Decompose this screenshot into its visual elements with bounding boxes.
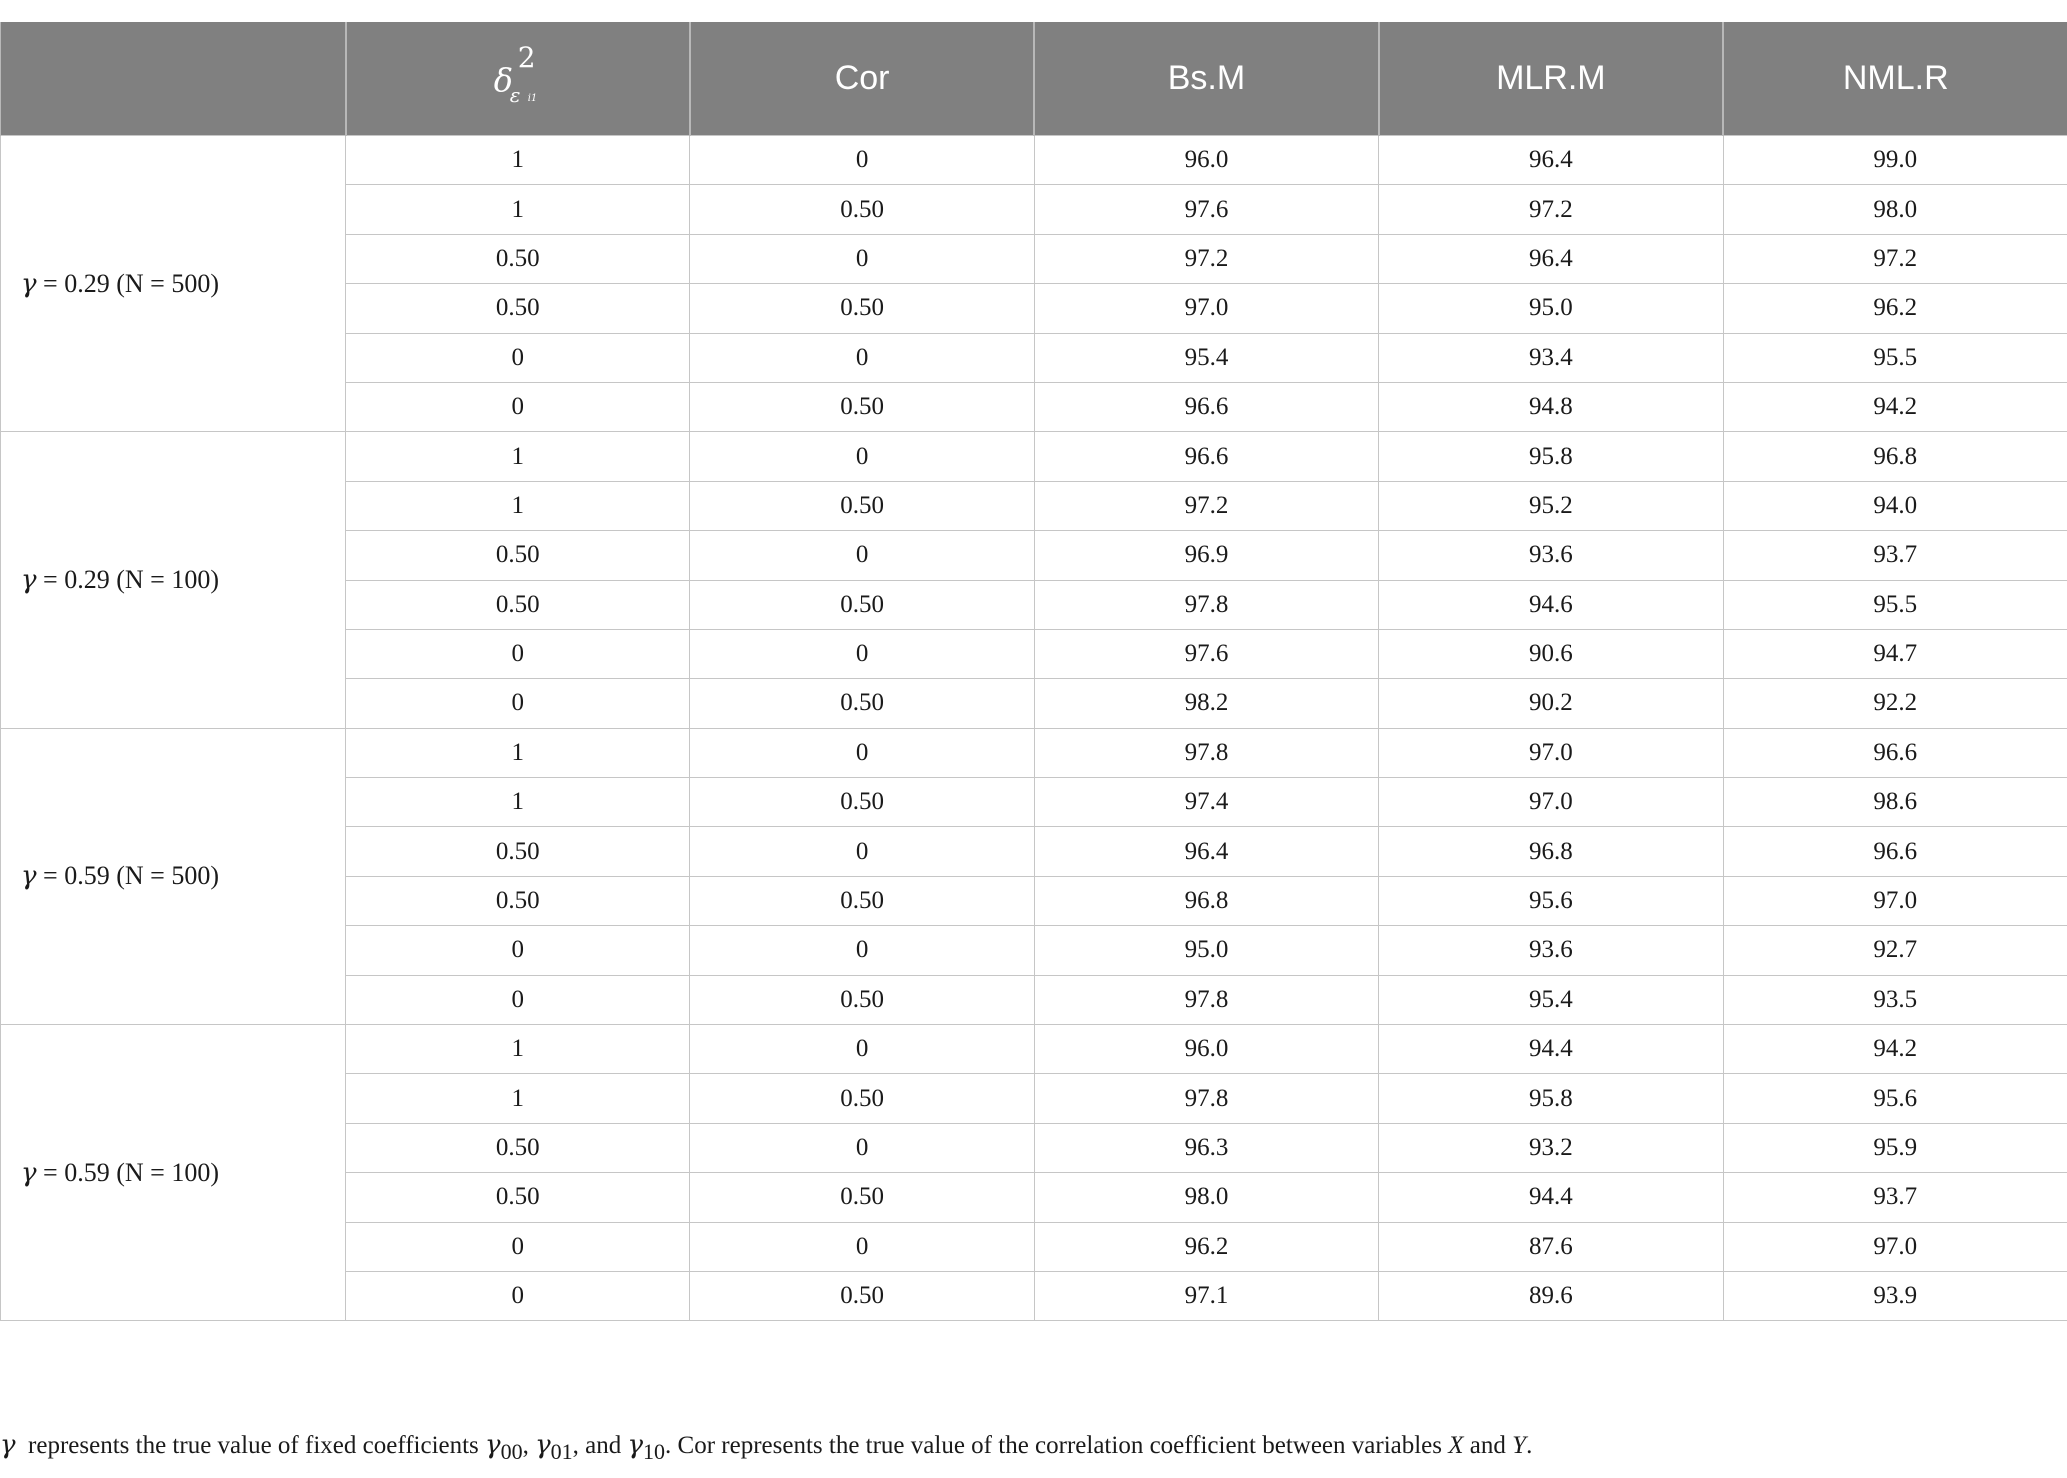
cor-cell: 0.50 (690, 284, 1034, 333)
mlr-m-cell: 90.6 (1379, 629, 1723, 678)
bs-m-cell: 96.8 (1034, 876, 1378, 925)
cor-cell: 0.50 (690, 876, 1034, 925)
mlr-m-cell: 94.8 (1379, 382, 1723, 431)
document (0, 22, 2067, 1464)
nml-r-cell: 94.2 (1723, 1025, 2067, 1074)
delta-cell: 0 (346, 975, 690, 1024)
delta-cell: 1 (346, 1074, 690, 1123)
delta-cell: 1 (346, 136, 690, 185)
delta-cell: 1 (346, 481, 690, 530)
bs-m-cell: 96.6 (1034, 382, 1378, 431)
bs-m-cell: 97.8 (1034, 1074, 1378, 1123)
delta-cell: 1 (346, 1025, 690, 1074)
cor-cell: 0 (690, 333, 1034, 382)
mlr-m-cell: 89.6 (1379, 1271, 1723, 1320)
delta-cell: 0.50 (346, 234, 690, 283)
bs-m-cell: 97.8 (1034, 975, 1378, 1024)
nml-r-cell: 94.0 (1723, 481, 2067, 530)
cor-cell: 0.50 (690, 185, 1034, 234)
delta-cell: 0.50 (346, 1123, 690, 1172)
delta-cell: 0 (346, 629, 690, 678)
nml-r-cell: 93.7 (1723, 531, 2067, 580)
delta-cell: 0.50 (346, 876, 690, 925)
bs-m-cell: 97.4 (1034, 778, 1378, 827)
delta-cell: 1 (346, 728, 690, 777)
delta-cell: 1 (346, 778, 690, 827)
cor-cell: 0.50 (690, 580, 1034, 629)
delta-cell: 0 (346, 333, 690, 382)
table-row (1, 1025, 2067, 1074)
mlr-m-cell: 95.8 (1379, 432, 1723, 481)
table-header-row (1, 22, 2067, 136)
group-gamma-symbol: γ (21, 1157, 37, 1188)
group-gamma-value: = 0.29 (43, 565, 110, 595)
bs-m-cell: 96.6 (1034, 432, 1378, 481)
bs-m-cell: 98.0 (1034, 1173, 1378, 1222)
nml-r-cell: 98.0 (1723, 185, 2067, 234)
nml-r-cell: 97.0 (1723, 1222, 2067, 1271)
table-footnote: γ represents the true value of fixed coefficients $\gamma_{00}$, $\gamma_{01}$, and $\gamma_{10}$. Cor represents the true value of the correlation coefficient between variables X and Y. (0, 1430, 1533, 1464)
header-empty-cell (1, 22, 346, 136)
bs-m-cell: 97.6 (1034, 185, 1378, 234)
nml-r-cell: 99.0 (1723, 136, 2067, 185)
bs-m-cell: 97.2 (1034, 481, 1378, 530)
nml-r-cell: 96.6 (1723, 728, 2067, 777)
group-sample-size: (N = 100) (116, 565, 219, 595)
nml-r-cell: 93.5 (1723, 975, 2067, 1024)
bs-m-cell: 95.4 (1034, 333, 1378, 382)
nml-r-cell: 92.7 (1723, 926, 2067, 975)
delta-cell: 0.50 (346, 531, 690, 580)
group-sample-size: (N = 500) (116, 268, 219, 298)
cor-cell: 0.50 (690, 481, 1034, 530)
nml-r-cell: 97.2 (1723, 234, 2067, 283)
mlr-m-cell: 97.0 (1379, 778, 1723, 827)
group-gamma-value: = 0.59 (43, 1157, 110, 1187)
cor-cell: 0 (690, 234, 1034, 283)
group-gamma-symbol: γ (21, 268, 37, 299)
table-row (1, 136, 2067, 185)
cor-cell: 0 (690, 926, 1034, 975)
cor-cell: 0 (690, 827, 1034, 876)
cor-cell: 0 (690, 1222, 1034, 1271)
bs-m-cell: 96.0 (1034, 1025, 1378, 1074)
mlr-m-cell: 95.8 (1379, 1074, 1723, 1123)
results-table (0, 22, 2067, 1321)
delta-cell: 0 (346, 679, 690, 728)
delta-cell: 0 (346, 382, 690, 431)
nml-r-cell: 97.0 (1723, 876, 2067, 925)
cor-cell: 0 (690, 728, 1034, 777)
mlr-m-cell: 87.6 (1379, 1222, 1723, 1271)
mlr-m-cell: 96.8 (1379, 827, 1723, 876)
nml-r-cell: 92.2 (1723, 679, 2067, 728)
mlr-m-cell: 94.6 (1379, 580, 1723, 629)
nml-r-cell: 95.6 (1723, 1074, 2067, 1123)
group-gamma-symbol: γ (21, 565, 37, 596)
mlr-m-cell: 96.4 (1379, 136, 1723, 185)
group-gamma-symbol: γ (21, 861, 37, 892)
group-label-cell (1, 432, 346, 728)
bs-m-cell: 96.4 (1034, 827, 1378, 876)
bs-m-cell: 96.0 (1034, 136, 1378, 185)
header-mlr-m: MLR.M (1379, 22, 1723, 136)
bs-m-cell: 97.6 (1034, 629, 1378, 678)
group-sample-size: (N = 100) (116, 1157, 219, 1187)
header-delta-squared (346, 22, 690, 136)
mlr-m-cell: 93.2 (1379, 1123, 1723, 1172)
cor-cell: 0 (690, 531, 1034, 580)
mlr-m-cell: 97.0 (1379, 728, 1723, 777)
cor-cell: 0 (690, 1025, 1034, 1074)
delta-cell: 0.50 (346, 284, 690, 333)
nml-r-cell: 95.9 (1723, 1123, 2067, 1172)
mlr-m-cell: 94.4 (1379, 1025, 1723, 1074)
bs-m-cell: 97.1 (1034, 1271, 1378, 1320)
cor-cell: 0.50 (690, 1271, 1034, 1320)
group-gamma-value: = 0.29 (43, 268, 110, 298)
group-label-cell (1, 136, 346, 432)
bs-m-cell: 97.8 (1034, 580, 1378, 629)
delta-cell: 0.50 (346, 1173, 690, 1222)
nml-r-cell: 94.7 (1723, 629, 2067, 678)
cor-cell: 0.50 (690, 975, 1034, 1024)
delta-cell: 1 (346, 185, 690, 234)
cor-cell: 0.50 (690, 382, 1034, 431)
cor-cell: 0 (690, 432, 1034, 481)
bs-m-cell: 96.9 (1034, 531, 1378, 580)
cor-cell: 0.50 (690, 679, 1034, 728)
delta-cell: 0 (346, 1222, 690, 1271)
header-nml-r: NML.R (1723, 22, 2067, 136)
bs-m-cell: 97.8 (1034, 728, 1378, 777)
nml-r-cell: 95.5 (1723, 333, 2067, 382)
group-gamma-value: = 0.59 (43, 861, 110, 891)
delta-squared-symbol: δ 2 ε i1 (493, 41, 538, 107)
cor-cell: 0.50 (690, 1074, 1034, 1123)
nml-r-cell: 94.2 (1723, 382, 2067, 431)
nml-r-cell: 98.6 (1723, 778, 2067, 827)
cor-cell: 0.50 (690, 778, 1034, 827)
nml-r-cell: 96.2 (1723, 284, 2067, 333)
delta-cell: 0 (346, 926, 690, 975)
delta-cell: 1 (346, 432, 690, 481)
group-label-cell (1, 728, 346, 1024)
bs-m-cell: 96.2 (1034, 1222, 1378, 1271)
bs-m-cell: 96.3 (1034, 1123, 1378, 1172)
nml-r-cell: 93.9 (1723, 1271, 2067, 1320)
table-row (1, 728, 2067, 777)
nml-r-cell: 93.7 (1723, 1173, 2067, 1222)
nml-r-cell: 96.6 (1723, 827, 2067, 876)
delta-cell: 0 (346, 1271, 690, 1320)
mlr-m-cell: 94.4 (1379, 1173, 1723, 1222)
bs-m-cell: 97.2 (1034, 234, 1378, 283)
mlr-m-cell: 93.6 (1379, 926, 1723, 975)
nml-r-cell: 95.5 (1723, 580, 2067, 629)
mlr-m-cell: 93.6 (1379, 531, 1723, 580)
mlr-m-cell: 95.4 (1379, 975, 1723, 1024)
cor-cell: 0.50 (690, 1173, 1034, 1222)
mlr-m-cell: 95.0 (1379, 284, 1723, 333)
delta-cell: 0.50 (346, 580, 690, 629)
bs-m-cell: 98.2 (1034, 679, 1378, 728)
mlr-m-cell: 96.4 (1379, 234, 1723, 283)
header-bs-m: Bs.M (1034, 22, 1378, 136)
nml-r-cell: 96.8 (1723, 432, 2067, 481)
header-cor: Cor (690, 22, 1034, 136)
mlr-m-cell: 97.2 (1379, 185, 1723, 234)
group-label-cell (1, 1025, 346, 1321)
delta-cell: 0.50 (346, 827, 690, 876)
mlr-m-cell: 93.4 (1379, 333, 1723, 382)
cor-cell: 0 (690, 136, 1034, 185)
group-sample-size: (N = 500) (116, 861, 219, 891)
mlr-m-cell: 90.2 (1379, 679, 1723, 728)
table-row (1, 432, 2067, 481)
cor-cell: 0 (690, 629, 1034, 678)
bs-m-cell: 95.0 (1034, 926, 1378, 975)
mlr-m-cell: 95.2 (1379, 481, 1723, 530)
bs-m-cell: 97.0 (1034, 284, 1378, 333)
cor-cell: 0 (690, 1123, 1034, 1172)
mlr-m-cell: 95.6 (1379, 876, 1723, 925)
table-body (1, 136, 2067, 1321)
